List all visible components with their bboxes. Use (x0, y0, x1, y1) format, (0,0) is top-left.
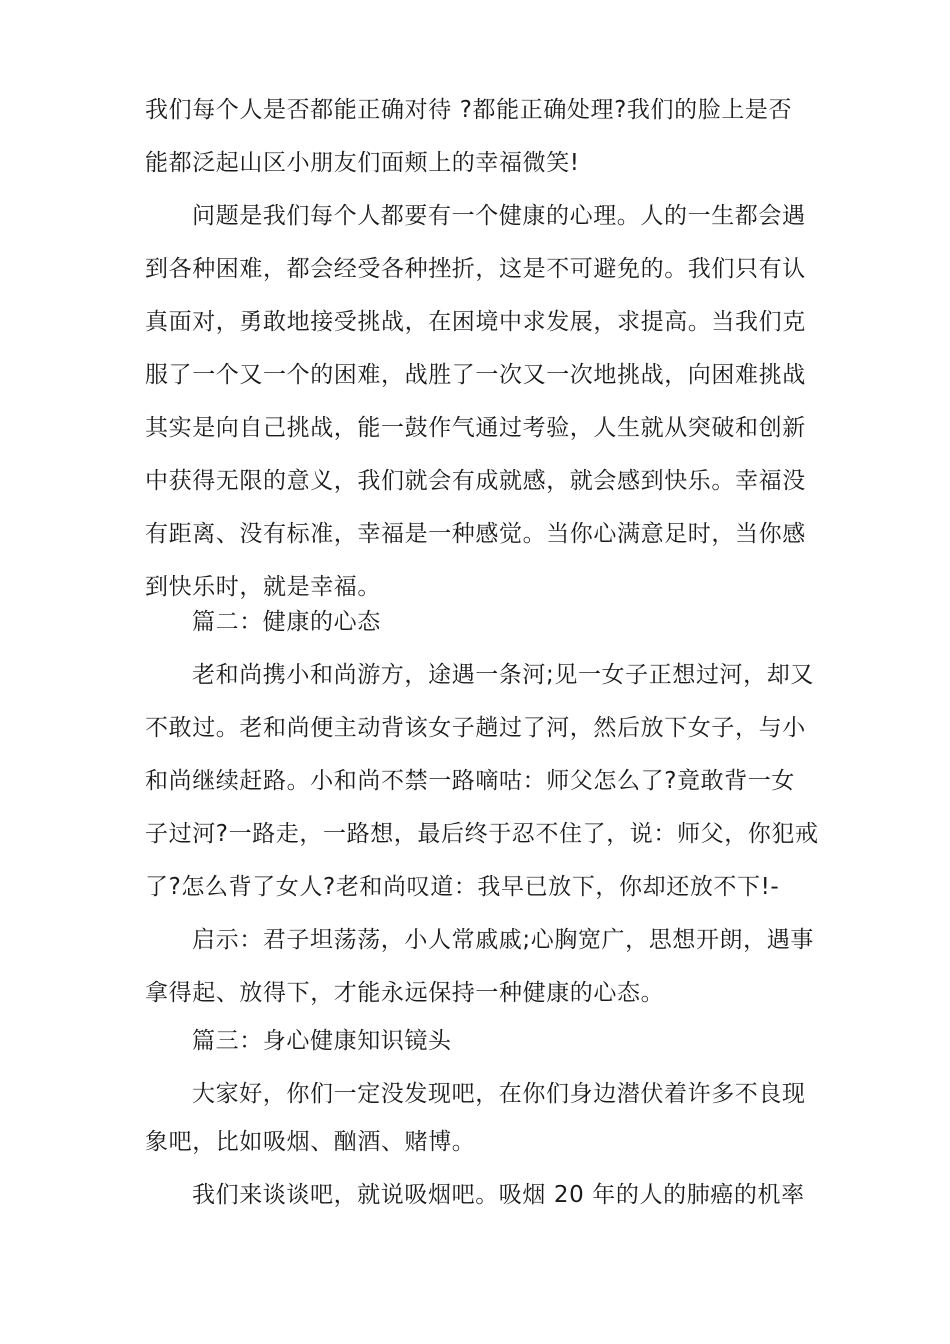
paragraph-first-line: 启示：君子坦荡荡，小人常戚戚;心胸宽广，思想开朗，遇事 (192, 927, 814, 953)
text-line: 能都泛起山区小朋友们面颊上的幸福微笑! (145, 150, 580, 176)
text-line: 其实是向自己挑战，能一鼓作气通过考验，人生就从突破和创新 (145, 415, 806, 441)
text-line: 不敢过。老和尚便主动背该女子趟过了河，然后放下女子，与小 (145, 715, 806, 741)
paragraph-first-line: 我们来谈谈吧，就说吸烟吧。吸烟 20 年的人的肺癌的机率 (192, 1182, 805, 1208)
text-line: 到各种困难，都会经受各种挫折，这是不可避免的。我们只有认 (145, 256, 806, 282)
text-line: 服了一个又一个的困难，战胜了一次又一次地挑战，向困难挑战 (145, 362, 806, 388)
section-heading: 篇二：健康的心态 (192, 609, 381, 635)
text-line: 和尚继续赶路。小和尚不禁一路嘀咕：师父怎么了?竟敢背一女 (145, 768, 796, 794)
text-line: 了?怎么背了女人?老和尚叹道：我早已放下，你却还放不下!- (145, 874, 780, 900)
text-line: 子过河?一路走，一路想，最后终于忍不住了，说：师父，你犯戒 (145, 821, 819, 847)
text-line: 拿得起、放得下，才能永远保持一种健康的心态。 (145, 980, 665, 1006)
paragraph-first-line: 老和尚携小和尚游方，途遇一条河;见一女子正想过河，却又 (192, 662, 814, 688)
text-line: 到快乐时，就是幸福。 (145, 574, 381, 600)
paragraph-first-line: 问题是我们每个人都要有一个健康的心理。人的一生都会遇 (192, 203, 806, 229)
text-line: 有距离、没有标准，幸福是一种感觉。当你心满意足时，当你感 (145, 521, 806, 547)
section-heading: 篇三：身心健康知识镜头 (192, 1028, 452, 1054)
text-line: 象吧，比如吸烟、酗酒、赌博。 (145, 1129, 476, 1155)
text-line: 真面对，勇敢地接受挑战，在困境中求发展，求提高。当我们克 (145, 309, 806, 335)
paragraph-first-line: 大家好，你们一定没发现吧，在你们身边潜伏着许多不良现 (192, 1081, 806, 1107)
text-line: 中获得无限的意义，我们就会有成就感，就会感到快乐。幸福没 (145, 468, 806, 494)
text-line: 我们每个人是否都能正确对待 ?都能正确处理?我们的脸上是否 (145, 97, 793, 123)
